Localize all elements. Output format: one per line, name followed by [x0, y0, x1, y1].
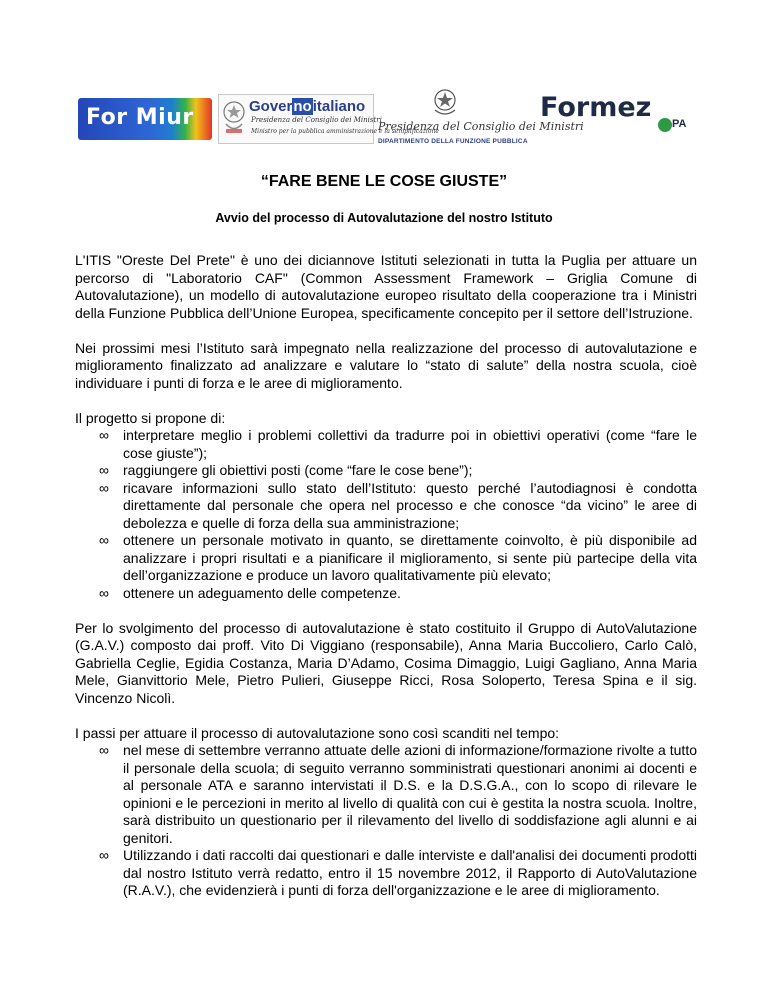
- bullet-icon: ∞: [99, 742, 109, 758]
- paragraph: I passi per attuare il processo di autovalutazione sono così scanditi nel tempo:: [75, 724, 560, 741]
- list-item: ∞ interpretare meglio i problemi collettivi da tradurre poi in obiettivi operativi (come “fare le cose giuste”);: [99, 427, 697, 461]
- list-item: ∞ nel mese di settembre verranno attuate delle azioni di informazione/formazione rivolte a tutto il personale della scuola; di seguito verranno somministrati questionari anonimi ai docenti e al personale ATA e saranno intervistati il D.S. e la D.S.G.A., con lo scopo di rilevare le opinioni e le percezioni in merito al livello di qualità con cui è gestita la nostra scuola. Inoltre, sarà distribuito un questionario per il rilevamento del livello di soddisfazione agli alunni e ai genitori.: [99, 742, 697, 846]
- document-subtitle: Avvio del processo di Autovalutazione del nostro Istituto: [215, 211, 553, 225]
- governo-italiano-logo: [218, 94, 439, 144]
- paragraph: L'ITIS "Oreste Del Prete" è uno dei diciannove Istituti selezionati in tutta la Puglia per attuare un percorso di "Laboratorio CAF" (Common Assessment Framework – Griglia Comune di Autovalutazione), un modello di autovalutazione europeo risultato della cooperazione tra i Ministri della Funzione Pubblica dell’Unione Europea, specificamente concepito per il settore dell’Istruzione.: [75, 252, 697, 321]
- bullet-icon: ∞: [99, 847, 109, 863]
- formiur-logo: [78, 98, 212, 140]
- document-title: “FARE BENE LE COSE GIUSTE”: [260, 173, 508, 190]
- republic-emblem-icon: [222, 99, 246, 137]
- list-item: ∞ raggiungere gli obiettivi posti (come “fare le cose bene”);: [99, 462, 473, 478]
- bullet-icon: ∞: [99, 427, 109, 443]
- list-item: ∞ ottenere un personale motivato in quanto, se direttamente coinvolto, è più disponibile ad analizzare i propri risultati e a pianificare il miglioramento, si sente più partecipe della vita dell’organizzazione e produce un lavoro qualitativamente più elevato;: [99, 532, 697, 583]
- list-item: ∞ ottenere un adeguamento delle competenze.: [99, 584, 401, 601]
- objectives-list: [75, 427, 697, 602]
- logo-strip: [78, 88, 698, 150]
- document-body: [75, 252, 697, 917]
- list-item: ∞ Utilizzando i dati raccolti dai questionari e dalle interviste e dall'analisi dei documenti prodotti dal nostro Istituto verrà redatto, entro il 15 novembre 2012, il Rapporto di AutoValutazione (R.A.V.), che evidenzierà i punti di forza dell'organizzazione e le aree di miglioramento.: [99, 847, 697, 898]
- formez-logo-text: Formez: [540, 92, 652, 123]
- republic-emblem-icon: [432, 88, 458, 116]
- bullet-icon: ∞: [99, 584, 109, 601]
- formez-pa-logo: [540, 92, 687, 142]
- formez-pa-text: PA: [672, 118, 687, 130]
- list-item: ∞ ricavare informazioni sullo stato dell’Istituto: questo perché l’autodiagnosi è condotta direttamente dal personale che opera nel processo e che conosce “da vicino” le aree di debolezza e quelle di forza della sua amministrazione;: [99, 479, 697, 531]
- steps-list: [75, 742, 697, 900]
- presidenza-line-2: DIPARTIMENTO DELLA FUNZIONE PUBBLICA: [378, 138, 528, 145]
- bullet-icon: ∞: [99, 532, 109, 548]
- formiur-logo-text: For Miur: [86, 105, 194, 130]
- paragraph: Il progetto si propone di:: [75, 409, 226, 426]
- paragraph: Per lo svolgimento del processo di autovalutazione è stato costituito il Gruppo di AutoValutazione (G.A.V.) composto dai proff. Vito Di Viggiano (responsabile), Anna Maria Buccoliero, Carlo Calò, Gabriella Ceglie, Egidia Costanza, Maria D’Adamo, Cosima Dimaggio, Luigi Gagliano, Anna Maria Mele, Gianvittorio Mele, Pietro Pulieri, Giuseppe Ricci, Rosa Soloperto, Teresa Spina e il sig. Vincenzo Nicolì.: [75, 619, 697, 706]
- bullet-icon: ∞: [99, 479, 109, 496]
- governo-subtitle-2: Ministro per la pubblica amministrazione e la semplificazione: [251, 128, 439, 135]
- bullet-icon: ∞: [99, 462, 109, 478]
- governo-subtitle-1: Presidenza del Consiglio dei Ministri: [251, 116, 382, 124]
- presidenza-logo: [378, 88, 584, 150]
- presidenza-line-1: Presidenza del Consiglio dei Ministri: [378, 120, 584, 133]
- governo-title: Governoitaliano: [249, 98, 366, 115]
- paragraph: Nei prossimi mesi l’Istituto sarà impegnato nella realizzazione del processo di autovalutazione e miglioramento finalizzato ad analizzare e valutare lo “stato di salute” della nostra scuola, cioè individuare i punti di forza e le aree di miglioramento.: [75, 339, 697, 391]
- formez-dot-icon: [658, 118, 672, 132]
